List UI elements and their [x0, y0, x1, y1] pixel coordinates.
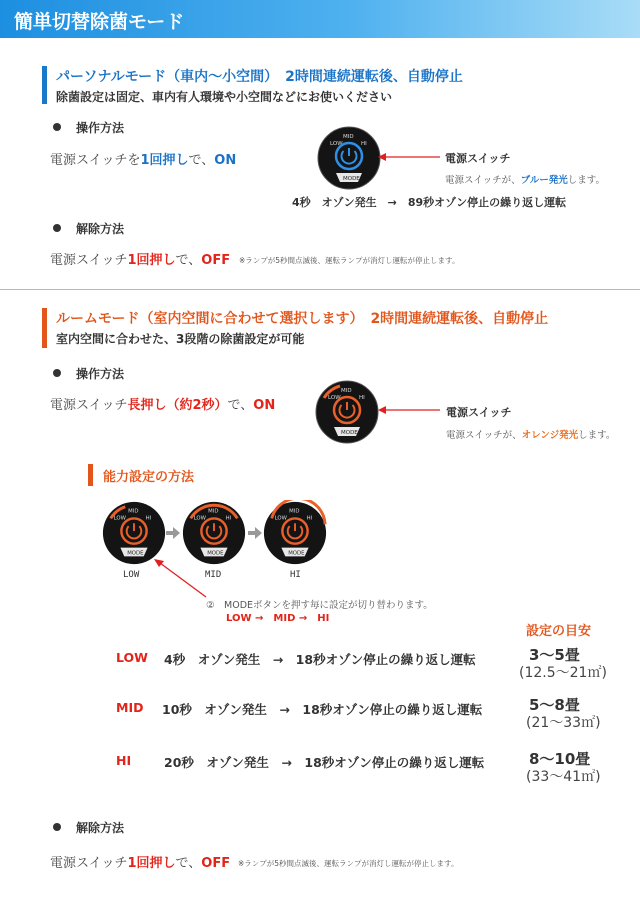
svg-text:MID: MID [343, 134, 354, 140]
svg-text:LOW: LOW [193, 515, 206, 522]
personal-mode-subtitle: 除菌設定は固定、車内有人環境や小空間などにお使いください [56, 90, 393, 104]
bullet-icon [53, 369, 61, 377]
personal-release-text: 電源スイッチ1回押しで、OFF [50, 253, 231, 268]
mode-sequence: LOW → MID → HI [226, 613, 330, 624]
section-accent-bar [42, 66, 47, 104]
device-label-hi: HI [290, 570, 301, 580]
room-release-title: 解除方法 [76, 821, 125, 835]
svg-text:MID: MID [208, 508, 219, 515]
personal-callout-note: 電源スイッチが、ブルー発光します。 [445, 175, 605, 186]
guide-title: 設定の目安 [526, 624, 592, 639]
capacity-title: 能力設定の方法 [103, 470, 195, 485]
svg-text:MID: MID [289, 508, 300, 515]
header-banner [0, 0, 640, 38]
room-operation-title: 操作方法 [76, 367, 125, 381]
level-desc-mid: 10秒 オゾン発生 → 18秒オゾン停止の繰り返し運転 [162, 702, 483, 717]
svg-text:LOW: LOW [330, 141, 343, 147]
device-hi [261, 500, 329, 566]
svg-text:MODE: MODE [288, 550, 305, 557]
mode-instruction: ② MODEボタンを押す毎に設定が切り替わります。 [206, 600, 433, 611]
power-switch-device-orange [312, 380, 382, 444]
pointer-arrow-icon [378, 152, 442, 162]
svg-text:HI: HI [145, 515, 152, 522]
level-name-low: LOW [116, 650, 148, 665]
device-label-low: LOW [123, 570, 140, 580]
room-release-note: ※ランプが5秒間点滅後、運転ランプが消灯し運転が停止します。 [238, 859, 459, 868]
svg-text:MODE: MODE [341, 430, 358, 436]
svg-text:MODE: MODE [207, 550, 224, 557]
svg-text:LOW: LOW [113, 515, 126, 522]
svg-text:MODE: MODE [127, 550, 144, 557]
personal-operation-text: 電源スイッチを1回押しで、ON [50, 153, 237, 168]
level-name-mid: MID [116, 700, 144, 715]
svg-text:MID: MID [341, 388, 352, 394]
svg-text:LOW: LOW [274, 515, 287, 522]
level-mats-mid: 5〜8畳 [529, 696, 580, 714]
svg-text:HI: HI [361, 141, 367, 147]
step-arrow-icon [166, 526, 180, 540]
svg-text:MID: MID [128, 508, 139, 515]
level-mats-low: 3〜5畳 [529, 646, 580, 664]
step-arrow-icon [248, 526, 262, 540]
svg-text:LOW: LOW [328, 395, 341, 401]
level-area-low: (12.5〜21㎡) [519, 665, 607, 681]
level-mats-hi: 8〜10畳 [529, 750, 591, 768]
personal-cycle-text: 4秒 オゾン発生 → 89秒オゾン停止の繰り返し運転 [292, 196, 567, 209]
svg-text:HI: HI [306, 515, 313, 522]
section-divider [0, 289, 640, 290]
room-operation-text: 電源スイッチ長押し（約2秒）で、ON [50, 398, 276, 413]
level-desc-hi: 20秒 オゾン発生 → 18秒オゾン停止の繰り返し運転 [164, 755, 485, 770]
personal-release-title: 解除方法 [76, 222, 125, 236]
level-area-hi: (33〜41㎡) [526, 769, 601, 785]
level-name-hi: HI [116, 753, 132, 768]
room-callout-label: 電源スイッチ [446, 406, 512, 419]
page-title: 簡単切替除菌モード [14, 11, 185, 33]
section-accent-bar [88, 464, 93, 486]
section-accent-bar [42, 308, 47, 348]
bullet-icon [53, 823, 61, 831]
room-release-text: 電源スイッチ1回押しで、OFF [50, 856, 231, 871]
room-mode-title: ルームモード（室内空間に合わせて選択します） 2時間連続運転後、自動停止 [56, 311, 549, 327]
level-area-mid: (21〜33㎡) [526, 715, 601, 731]
device-label-mid: MID [205, 570, 222, 580]
personal-callout-label: 電源スイッチ [445, 152, 511, 165]
room-mode-subtitle: 室内空間に合わせた、3段階の除菌設定が可能 [56, 332, 305, 346]
room-callout-note: 電源スイッチが、オレンジ発光します。 [446, 430, 616, 441]
bullet-icon [53, 123, 61, 131]
level-desc-low: 4秒 オゾン発生 → 18秒オゾン停止の繰り返し運転 [164, 652, 476, 667]
power-switch-device-blue [314, 126, 384, 190]
svg-text:MODE: MODE [343, 176, 360, 182]
personal-mode-title: パーソナルモード（車内〜小空間） 2時間連続運転後、自動停止 [56, 69, 463, 85]
personal-release-note: ※ランプが5秒間点滅後、運転ランプが消灯し運転が停止します。 [239, 256, 460, 265]
svg-text:HI: HI [359, 395, 365, 401]
bullet-icon [53, 224, 61, 232]
pointer-arrow-icon [378, 405, 442, 415]
mode-pointer-arrow-icon [150, 555, 210, 601]
personal-operation-title: 操作方法 [76, 121, 125, 135]
svg-text:HI: HI [225, 515, 232, 522]
